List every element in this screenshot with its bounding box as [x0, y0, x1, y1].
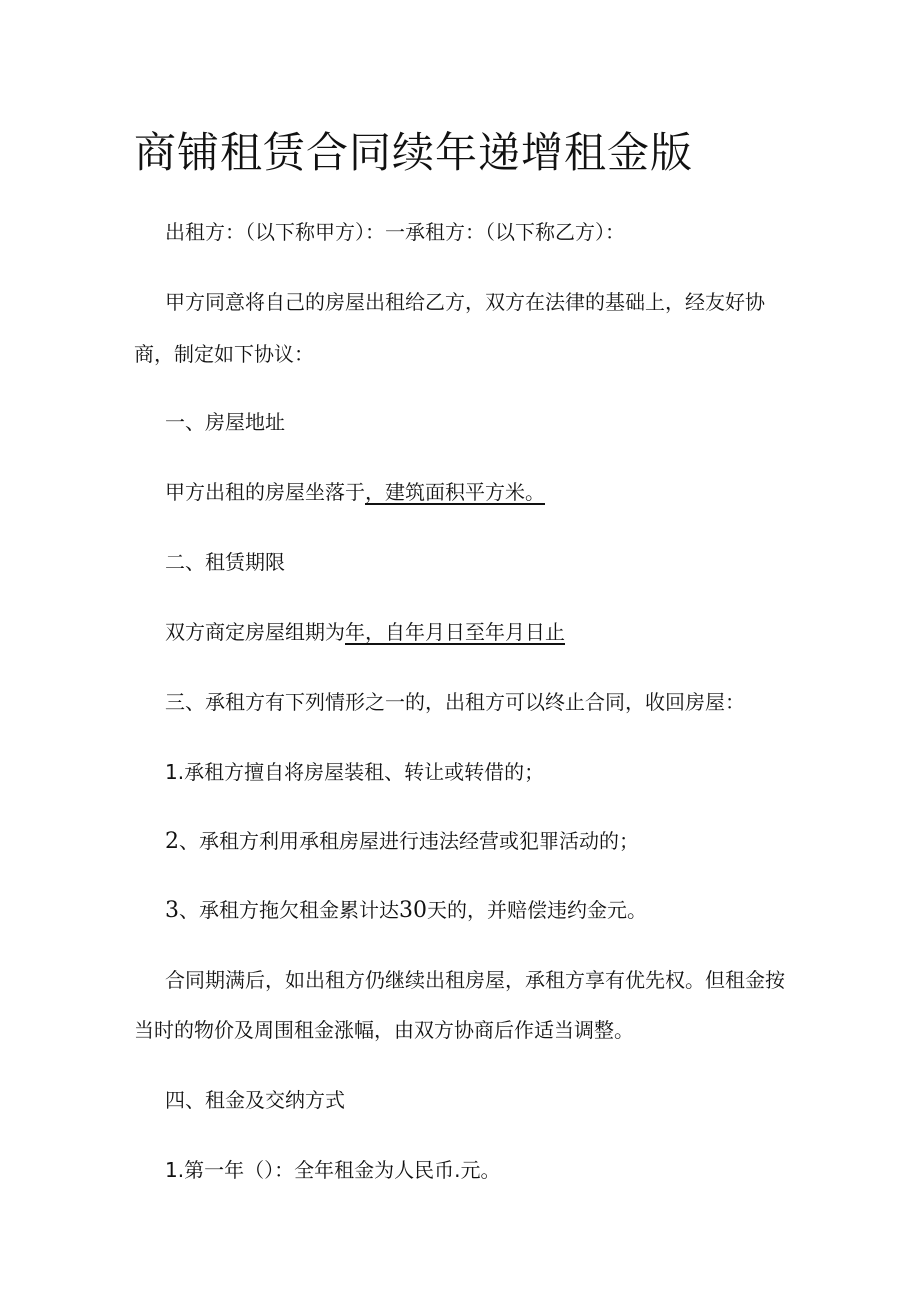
section-1-text: [165, 478, 545, 506]
section-4-heading: 四、租金及交纳方式: [165, 1088, 345, 1112]
section-1-heading: 一、房屋地址: [165, 410, 285, 434]
section-3-item-3-days: 30: [399, 898, 427, 923]
section-2-text-underlined: 年，自年月日至年月日止: [345, 620, 565, 644]
section-3-item-3-text-b: 天的，并赔偿违约金元。: [427, 898, 647, 922]
renewal-line-2: 当时的物价及周围租金涨幅，由双方协商后作适当调整。: [134, 1018, 634, 1042]
section-3-item-3-text-a: 、承租方拖欠租金累计达: [179, 898, 399, 922]
section-3-item-3: [165, 896, 647, 925]
section-3-item-2-number: 2: [165, 829, 179, 854]
section-2-text: [165, 618, 565, 646]
parties-line: 出租方：（以下称甲方）：一承租方：（以下称乙方）：: [165, 220, 625, 244]
intro-line-1: 甲方同意将自己的房屋出租给乙方，双方在法律的基础上，经友好协: [165, 290, 765, 314]
section-4-item-1: 1.第一年（）：全年租金为人民币.元。: [165, 1158, 501, 1182]
section-3-item-1: 1.承租方擅自将房屋装租、转让或转借的；: [165, 760, 545, 784]
section-3-item-2-text: 、承租方利用承租房屋进行违法经营或犯罪活动的；: [179, 829, 639, 853]
section-1-text-plain: 甲方出租的房屋坐落于: [165, 480, 365, 504]
renewal-line-1: 合同期满后，如出租方仍继续出租房屋，承租方享有优先权。但租金按: [165, 968, 785, 992]
section-3-item-3-number: 3: [165, 898, 179, 923]
section-1-text-underlined: ，建筑面积平方米。: [365, 480, 545, 504]
document-title: 商铺租赁合同续年递增租金版: [134, 128, 694, 177]
section-2-heading: 二、租赁期限: [165, 550, 285, 574]
section-3-heading: 三、承租方有下列情形之一的，出租方可以终止合同，收回房屋：: [165, 690, 745, 714]
section-2-text-plain: 双方商定房屋组期为: [165, 620, 345, 644]
intro-line-2: 商，制定如下协议：: [134, 342, 314, 366]
section-3-item-2: [165, 827, 639, 856]
